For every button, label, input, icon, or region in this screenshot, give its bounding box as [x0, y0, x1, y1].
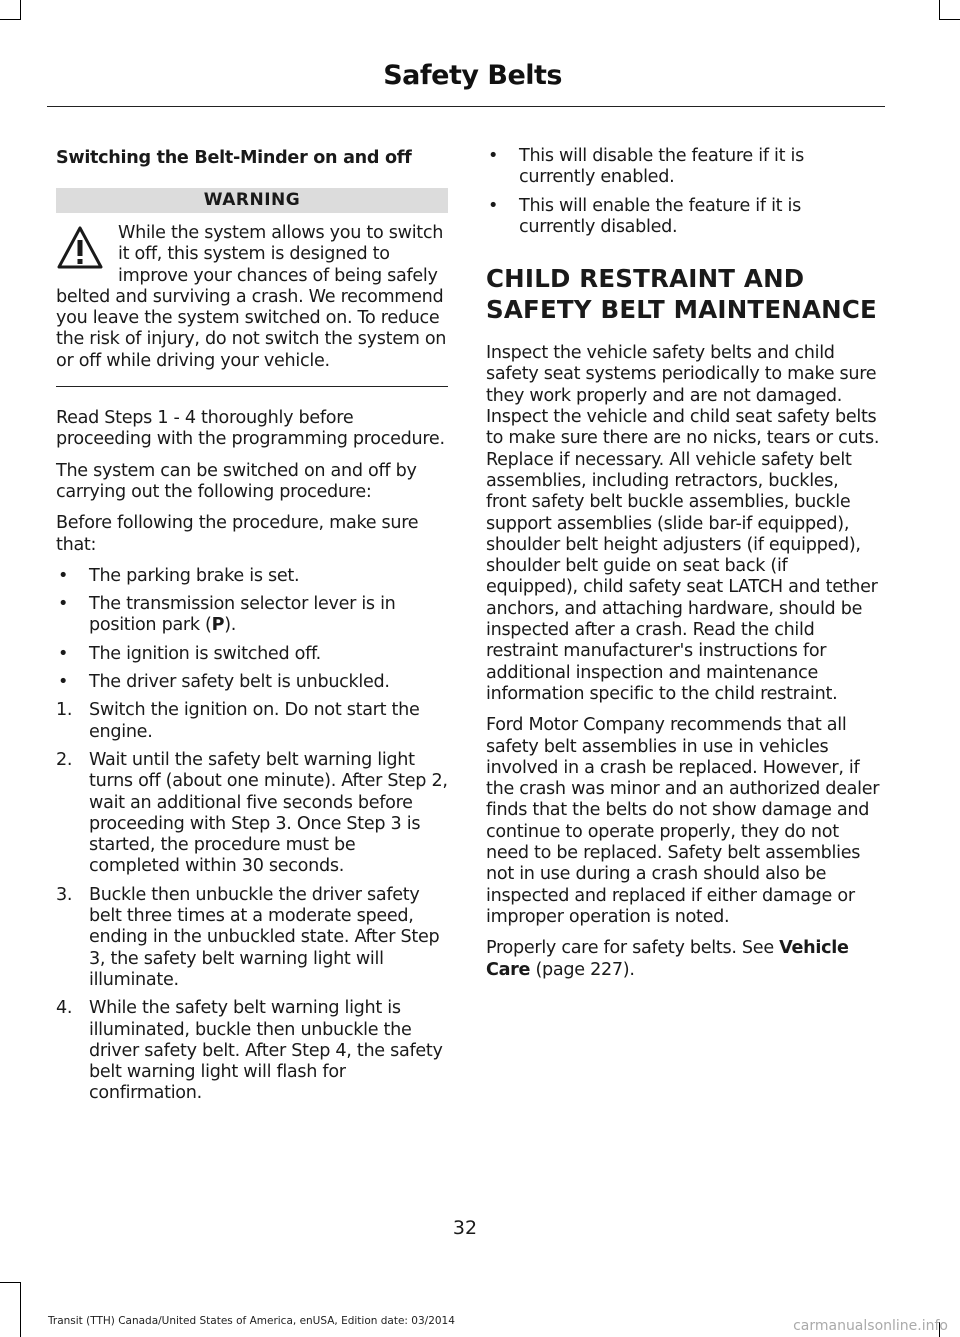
toggle-result-list [486, 146, 880, 238]
crop-mark-top-right-v [939, 0, 940, 20]
list-item: • This will disable the feature if it is currently enabled. [488, 146, 804, 188]
section-heading-line-1: CHILD RESTRAINT AND [486, 264, 805, 294]
steps-list [56, 700, 448, 1104]
warning-label: WARNING [56, 188, 448, 213]
list-item: 3. Buckle then unbuckle the driver safety belt three times at a moderate speed, ending in the unbuckled state. After Step 3, the safety belt warning light will illuminate. [56, 884, 440, 990]
list-item: • The transmission selector lever is in position park (P). [58, 594, 396, 636]
paragraph-inspect: Inspect the vehicle safety belts and child safety seat systems periodically to make sure they work properly and are not damaged. Inspect the vehicle and child seat safety belts to make sure there are no nicks, tears or cuts. Replace if necessary. All vehicle safety belt assemblies, including retractors, buckles, front safety belt buckle assemblies, buckle support assemblies (slide bar-if equipped), shoulder belt height adjusters (if equipped), shoulder belt guide on seat back (if equipped), child safety seat LATCH and tether anchors, and attaching hardware, should be inspected after a crash. Read the child restraint manufacturer's instructions for additional inspection and maintenance information specific to the child restraint. [486, 343, 880, 704]
crop-mark-top-left-v [20, 0, 21, 20]
vehicle-care-link[interactable]: Vehicle Care [486, 938, 849, 980]
page-number: 32 [452, 1217, 478, 1239]
crop-mark-top-right-h [940, 19, 960, 20]
section-heading-maintenance [486, 263, 880, 325]
list-item: 1. Switch the ignition on. Do not start the engine. [56, 700, 420, 742]
paragraph-read-steps: Read Steps 1 - 4 thoroughly before proceeding with the programming procedure. [56, 408, 445, 450]
footer-edition: Transit (TTH) Canada/United States of America, enUSA, Edition date: 03/2014 [48, 1315, 455, 1327]
list-item: • The driver safety belt is unbuckled. [58, 672, 390, 693]
left-column [56, 146, 448, 1112]
crop-mark-bottom-left-h [0, 1282, 20, 1283]
header-rule [47, 106, 885, 107]
paragraph-ford-recommends: Ford Motor Company recommends that all safety belt assemblies in use in vehicles involved in a crash be replaced. However, if the crash was minor and an authorized dealer finds that the belts do not show damage and continue to operate properly, they do not need to be replaced. Safety belt assemblies not in use during a crash should also be inspected and replaced if either damage or improper operation is noted. [486, 715, 880, 927]
list-item: 2. Wait until the safety belt warning light turns off (about one minute). After Step 2, wait an additional five seconds before proceeding with Step 3. Once Step 3 is started, the procedure must be completed within 30 seconds. [56, 749, 448, 877]
crop-mark-bottom-left-v [20, 1282, 21, 1337]
watermark: carmanualsonline.info [793, 1318, 948, 1334]
paragraph-switch-procedure: The system can be switched on and off by carrying out the following procedure: [56, 460, 417, 502]
precondition-list [56, 566, 448, 693]
warning-box [56, 223, 448, 372]
right-column [486, 146, 880, 991]
subheading-belt-minder: Switching the Belt-Minder on and off [56, 148, 412, 168]
list-item: • This will enable the feature if it is currently disabled. [488, 195, 802, 237]
page-header-title: Safety Belts [383, 60, 562, 91]
list-item: • The parking brake is set. [58, 565, 300, 586]
warning-text: While the system allows you to switch it off, this system is designed to improve your chances of being safely belted and surviving a crash. We recommend you leave the system switched on. To reduce the risk of injury, do not switch the system on or off while driving your vehicle. [56, 223, 447, 371]
warning-triangle-icon [56, 225, 104, 271]
list-item: 4. While the safety belt warning light is illuminated, buckle then unbuckle the driver safety belt. After Step 4, the safety belt warning light will flash for confirmation. [56, 998, 443, 1104]
list-item: • The ignition is switched off. [58, 643, 321, 664]
section-heading-line-2: SAFETY BELT MAINTENANCE [486, 295, 877, 325]
paragraph-vehicle-care: Properly care for safety belts. See Vehicle Care (page 227). [486, 938, 849, 980]
crop-mark-top-left-h [0, 19, 20, 20]
paragraph-before-following: Before following the procedure, make sure that: [56, 513, 419, 555]
warning-rule [56, 386, 448, 387]
